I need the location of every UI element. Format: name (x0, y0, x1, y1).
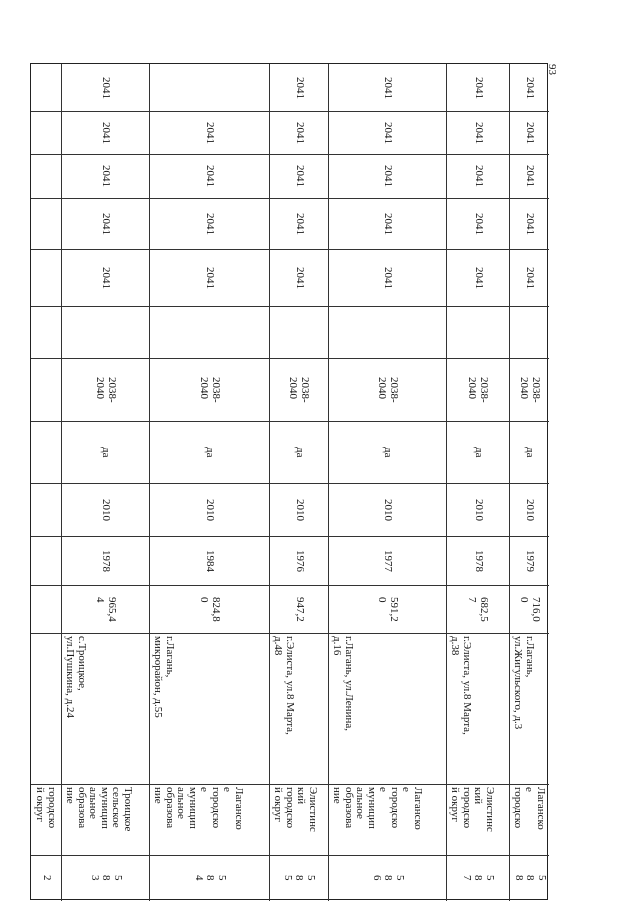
row-flag-cell: да (472, 447, 485, 458)
row-address-cell: г.Лагань, микрорайон, д.55 (152, 636, 176, 718)
column-divider (31, 585, 549, 586)
row-flag-cell: да (293, 447, 306, 458)
row-year2-cell: 2010 (472, 498, 485, 521)
column-divider (31, 536, 549, 537)
column-divider (31, 855, 549, 856)
row-v1-cell: 2041 (472, 266, 485, 289)
row-v5-cell: 2041 (293, 76, 306, 99)
column-divider (31, 249, 549, 250)
column-divider (31, 306, 549, 307)
column-divider (31, 111, 549, 112)
row-v2-cell: 2041 (204, 212, 216, 235)
row-year-built-cell: 1978 (100, 549, 112, 572)
row-period-cell: 2038- 2040 (375, 376, 400, 403)
row-year-built-cell: 1976 (293, 549, 306, 572)
row-flag-cell: да (382, 447, 394, 458)
row-municipality-cell: Элистинс кий городско й округ (449, 787, 496, 832)
column-divider (31, 154, 549, 155)
row-num-cell: 5 8 8 (512, 875, 548, 881)
row-address-cell: г.Лагань, ул.Ленина, д.16 (331, 636, 355, 731)
row-v1-cell: 2041 (100, 266, 112, 289)
row-address-cell: г.Лагань, ул.Жигульского, д.3 (512, 636, 536, 730)
row-num-cell: 5 8 7 (460, 875, 496, 881)
row-year-built-cell: 1984 (204, 549, 216, 572)
row-year2-cell: 2010 (382, 498, 394, 521)
row-v2-cell: 2041 (524, 212, 536, 235)
row-municipality-cell: Лаганско е городско (511, 787, 547, 830)
row-v2-cell: 2041 (382, 212, 394, 235)
row-v3-cell: 2041 (204, 165, 216, 187)
row-municipality-cell: Троицкое сельское муницип альное образова ние (64, 787, 134, 832)
row-v1-cell: 2041 (524, 266, 536, 289)
row-period-cell: 2038- 2040 (197, 376, 222, 403)
row-year2-cell: 2010 (204, 498, 216, 521)
row-num-cell: 5 8 5 (281, 875, 317, 881)
row-address-cell: г.Элиста, ул.8 Марта, д.48 (272, 636, 296, 735)
row-num-cell: 5 8 3 (88, 875, 124, 881)
row-area-cell: 947,2 (293, 596, 306, 622)
row-v4-cell: 2041 (382, 121, 394, 144)
row-v4-cell: 2041 (472, 121, 485, 144)
row-period-cell: 2038- 2040 (466, 376, 490, 403)
row-v2-cell: 2041 (472, 212, 485, 235)
column-divider (31, 483, 549, 484)
row-v3-cell: 2041 (382, 165, 394, 187)
row-year-built-cell: 1978 (472, 549, 485, 572)
row-v4-cell: 2041 (204, 121, 216, 144)
row-area-cell: 591,2 0 (375, 596, 400, 622)
row-period-cell: 2038- 2040 (517, 376, 542, 403)
row-v2-cell: 2041 (100, 212, 112, 235)
column-divider (31, 633, 549, 634)
row-year2-cell: 2010 (100, 498, 112, 521)
row-v3-cell: 2041 (472, 165, 485, 187)
row-num-cell: 5 8 6 (370, 875, 406, 881)
row-v1-cell: 2041 (204, 266, 216, 289)
page-number: 93 (546, 64, 558, 75)
row-v3-cell: 2041 (524, 165, 536, 187)
housing-table (30, 63, 548, 900)
row-flag-cell: да (524, 447, 536, 458)
top-row-municipality: городско й округ (34, 787, 58, 829)
row-v5-cell: 2041 (382, 76, 394, 99)
row-address-cell: с.Троицкое, ул.Пушкина, д.24 (64, 636, 88, 719)
row-flag-cell: да (204, 447, 216, 458)
row-area-cell: 965,4 4 (93, 596, 118, 622)
row-v4-cell: 2041 (524, 121, 536, 144)
row-municipality-cell: Лаганско е городско е муницип альное образова ние (331, 787, 424, 830)
row-v3-cell: 2041 (100, 165, 112, 187)
row-v1-cell: 2041 (382, 266, 394, 289)
row-area-cell: 682,5 7 (466, 596, 490, 622)
row-year2-cell: 2010 (293, 498, 306, 521)
row-period-cell: 2038- 2040 (287, 376, 311, 403)
row-municipality-cell: Лаганско е городско е муницип альное образова ние (152, 787, 245, 830)
row-area-cell: 716,0 0 (517, 596, 542, 622)
row-v1-cell: 2041 (293, 266, 306, 289)
column-divider (31, 421, 549, 422)
row-v2-cell: 2041 (293, 212, 306, 235)
row-municipality-cell: Элистинс кий городско й округ (272, 787, 319, 832)
row-year-built-cell: 1977 (382, 549, 394, 572)
row-v5-cell: 2041 (100, 76, 112, 99)
row-v3-cell: 2041 (293, 165, 306, 187)
top-row-number: 2 (41, 875, 53, 881)
column-divider (31, 358, 549, 359)
row-v5-cell: 2041 (524, 76, 536, 99)
row-year-built-cell: 1979 (524, 549, 536, 572)
row-num-cell: 5 8 4 (192, 875, 228, 881)
column-divider (31, 198, 549, 199)
row-v5-cell: 2041 (472, 76, 485, 99)
row-address-cell: г.Элиста, ул.8 Марта, д.38 (449, 636, 473, 735)
row-period-cell: 2038- 2040 (93, 376, 118, 403)
column-divider (31, 784, 549, 785)
row-year2-cell: 2010 (524, 498, 536, 521)
row-v4-cell: 2041 (293, 121, 306, 144)
row-v4-cell: 2041 (100, 121, 112, 144)
row-area-cell: 824,8 0 (197, 596, 222, 622)
row-flag-cell: да (100, 447, 112, 458)
